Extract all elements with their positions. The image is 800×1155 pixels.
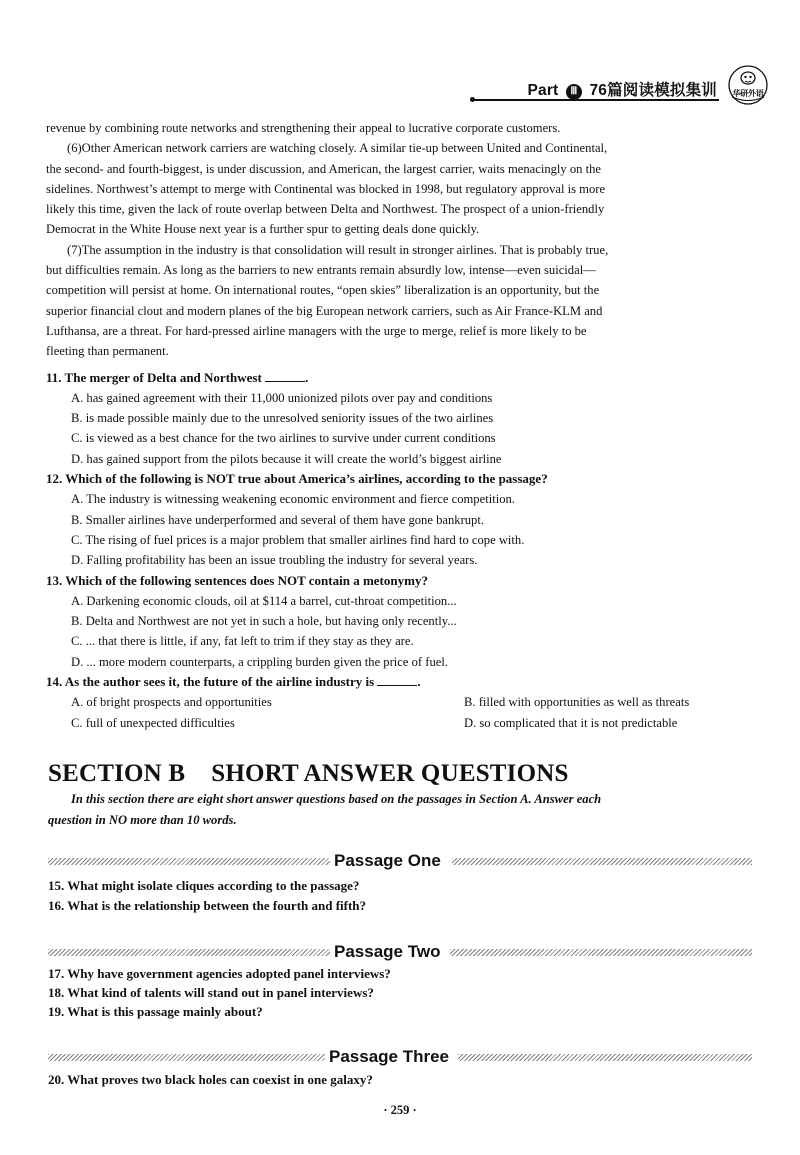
text-line: revenue by combining route networks and strengthening their appeal to lucrative corporate customers. xyxy=(46,121,561,135)
option-b[interactable]: B. Delta and Northwest are not yet in such a hole, but having only recently... xyxy=(71,614,457,629)
passage-content xyxy=(46,118,752,733)
publisher-logo-text: 华研外语 xyxy=(732,89,764,98)
part-number-badge: Ⅲ xyxy=(566,84,582,100)
question-15: 15. What might isolate cliques according to the passage? xyxy=(48,878,360,893)
paragraph-7 xyxy=(46,240,752,362)
header-title xyxy=(527,78,717,100)
instructions-line: In this section there are eight short answer questions based on the passages in Section A. Answer each xyxy=(71,792,602,806)
option-row-ab xyxy=(71,692,752,712)
section-label: SECTION B xyxy=(48,760,186,787)
publisher-logo xyxy=(723,64,773,106)
option-c[interactable]: C. The rising of fuel prices is a major problem that smaller airlines find hard to cope with. xyxy=(71,532,525,547)
text-line: (7)The assumption in the industry is that consolidation will result in stronger airlines. That is probably true, xyxy=(67,242,609,257)
hatch-divider xyxy=(48,949,338,956)
hatch-divider xyxy=(452,858,752,865)
question-19: 19. What is this passage mainly about? xyxy=(48,1004,263,1019)
passage-title: Passage Three xyxy=(325,1046,453,1068)
passage-two-header xyxy=(48,941,752,963)
text-line: competition will persist at home. On international routes, “open skies” liberalization is an opportunity, but the xyxy=(46,283,600,298)
passage-title: Passage One xyxy=(330,850,445,872)
text-line: sidelines. Northwest’s attempt to merge with Continental was blocked in 1998, but regulatory approval is more xyxy=(46,181,606,196)
question-13: 13. Which of the following sentences does NOT contain a metonymy? xyxy=(46,572,428,588)
header-part-label: Part xyxy=(527,82,559,99)
question-11 xyxy=(46,368,752,388)
option-d[interactable]: D. so complicated that it is not predictable xyxy=(464,715,678,730)
option-c[interactable]: C. full of unexpected difficulties xyxy=(71,715,235,730)
paragraph-6 xyxy=(46,138,752,239)
section-b-title xyxy=(48,760,569,788)
question-tail: . xyxy=(305,369,309,385)
page-number: · 259 · xyxy=(383,1103,417,1117)
option-c[interactable]: C. ... that there is little, if any, fat left to trim if they stay as they are. xyxy=(71,634,414,649)
hatch-divider xyxy=(450,949,752,956)
text-line: likely this time, given the lack of route overlap between Delta and Northwest. The prospect of a union-friendly xyxy=(46,202,605,217)
paragraph-5-end xyxy=(46,118,752,138)
option-d[interactable]: D. ... more modern counterparts, a crippling burden given the price of fuel. xyxy=(71,654,448,669)
header-rule xyxy=(472,99,719,101)
instructions-line: question in NO more than 10 words. xyxy=(48,812,237,827)
question-14 xyxy=(46,672,752,692)
option-c[interactable]: C. is viewed as a best chance for the two airlines to survive under current conditions xyxy=(71,431,496,446)
question-tail: . xyxy=(417,674,421,690)
option-a[interactable]: A. The industry is witnessing weakening economic environment and fierce competition. xyxy=(71,492,515,507)
passage-title: Passage Two xyxy=(330,941,444,963)
question-20: 20. What proves two black holes can coexist in one galaxy? xyxy=(48,1072,373,1087)
question-17: 17. Why have government agencies adopted panel interviews? xyxy=(48,966,391,981)
text-line: (6)Other American network carriers are watching closely. A similar tie-up between United and Continental, xyxy=(67,141,608,156)
option-d[interactable]: D. Falling profitability has been an issue troubling the industry for several years. xyxy=(71,553,478,568)
hatch-divider xyxy=(48,1054,333,1061)
option-b[interactable]: B. is made possible mainly due to the unresolved seniority issues of the two airlines xyxy=(71,411,494,426)
section-name: SHORT ANSWER QUESTIONS xyxy=(211,760,569,787)
hatch-divider xyxy=(458,1054,752,1061)
header-book-title: 76篇阅读模拟集训 xyxy=(589,82,717,99)
option-a[interactable]: A. has gained agreement with their 11,000 unionized pilots over pay and conditions xyxy=(71,390,493,405)
question-12: 12. Which of the following is NOT true about America’s airlines, according to the passage? xyxy=(46,471,548,487)
hatch-divider xyxy=(48,858,338,865)
question-16: 16. What is the relationship between the fourth and fifth? xyxy=(48,898,367,913)
text-line: the second- and fourth-biggest, is under discussion, and American, the largest carrier, waits menacingly on the xyxy=(46,161,601,176)
option-b[interactable]: B. Smaller airlines have underperformed and several of them have gone bankrupt. xyxy=(71,512,484,527)
text-line: superior financial clout and modern planes of the big European network carriers, such as Air France-KLM and xyxy=(46,303,603,318)
text-line: Lufthansa, are a threat. For hard-pressed airline managers with the urge to merge, relief is more likely to be xyxy=(46,323,587,338)
option-a[interactable]: A. of bright prospects and opportunities xyxy=(71,695,272,710)
section-b-instructions xyxy=(48,789,752,830)
option-b[interactable]: B. filled with opportunities as well as threats xyxy=(464,695,690,710)
answer-blank xyxy=(265,369,305,382)
text-line: fleeting than permanent. xyxy=(46,344,169,359)
option-d[interactable]: D. has gained support from the pilots because it will create the world’s biggest airline xyxy=(71,451,502,466)
publisher-logo-icon xyxy=(723,64,773,106)
option-row-cd xyxy=(71,713,752,733)
question-stem: 14. As the author sees it, the future of the airline industry is xyxy=(46,674,375,690)
text-line: but difficulties remain. As long as the barriers to new entrants remain absurdly low, intense—even suicidal— xyxy=(46,263,596,278)
answer-blank xyxy=(377,673,417,686)
option-a[interactable]: A. Darkening economic clouds, oil at $114 a barrel, cut-throat competition... xyxy=(71,593,457,608)
question-18: 18. What kind of talents will stand out in panel interviews? xyxy=(48,985,374,1000)
passage-one-header xyxy=(48,850,752,872)
text-line: Democrat in the White House next year is a further spur to getting deals done quickly. xyxy=(46,222,480,237)
passage-three-header xyxy=(48,1046,752,1068)
question-stem: 11. The merger of Delta and Northwest xyxy=(46,369,262,385)
page-header xyxy=(470,62,775,106)
